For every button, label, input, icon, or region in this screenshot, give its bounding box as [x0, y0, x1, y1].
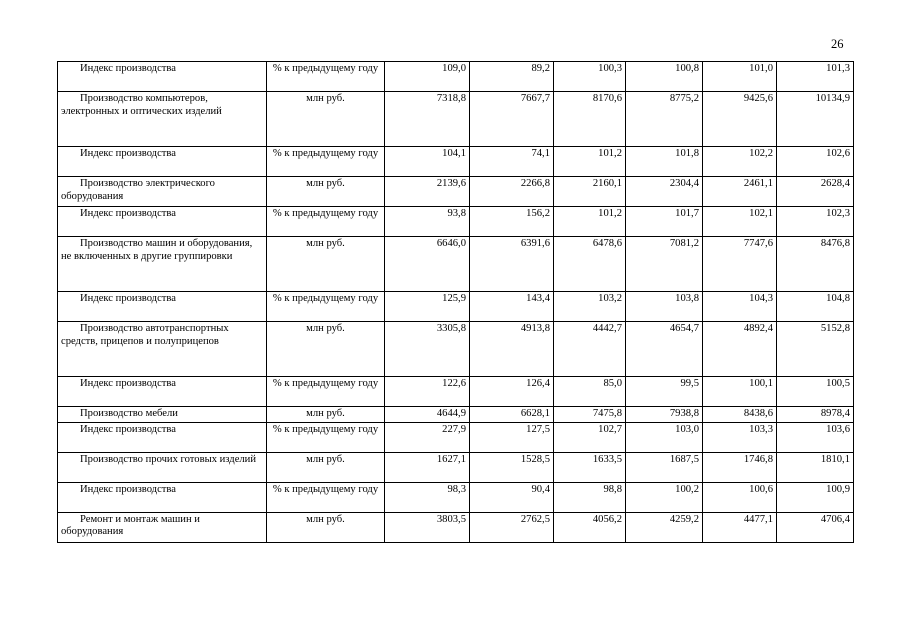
value-cell: 5152,8 — [777, 322, 854, 377]
value-cell: 8775,2 — [626, 92, 703, 147]
value-cell: 6646,0 — [385, 237, 470, 292]
value-cell: 104,3 — [703, 292, 777, 322]
value-cell: 7747,6 — [703, 237, 777, 292]
value-cell: 4477,1 — [703, 512, 777, 542]
value-cell: 103,2 — [554, 292, 626, 322]
value-cell: 101,0 — [703, 62, 777, 92]
value-cell: 7667,7 — [470, 92, 554, 147]
row-name-cell: Индекс производства — [58, 292, 267, 322]
row-name-cell: Производство прочих готовых изделий — [58, 452, 267, 482]
value-cell: 101,7 — [626, 207, 703, 237]
value-cell: 4056,2 — [554, 512, 626, 542]
index-row — [58, 147, 854, 177]
unit-cell: % к предыдущему году — [267, 147, 385, 177]
row-name-cell: Индекс производства — [58, 377, 267, 407]
value-cell: 1746,8 — [703, 452, 777, 482]
value-cell: 7475,8 — [554, 407, 626, 423]
value-cell: 100,6 — [703, 482, 777, 512]
value-cell: 100,9 — [777, 482, 854, 512]
value-cell: 102,2 — [703, 147, 777, 177]
unit-cell: % к предыдущему году — [267, 422, 385, 452]
unit-cell: % к предыдущему году — [267, 482, 385, 512]
value-cell: 4259,2 — [626, 512, 703, 542]
value-cell: 6628,1 — [470, 407, 554, 423]
row-name-cell: Производство машин и оборудования, не включенных в другие группировки — [58, 237, 267, 292]
index-row — [58, 292, 854, 322]
index-row — [58, 422, 854, 452]
table-body — [58, 62, 854, 543]
value-cell: 102,3 — [777, 207, 854, 237]
row-name-cell: Производство электрического оборудования — [58, 177, 267, 207]
value-cell: 100,3 — [554, 62, 626, 92]
value-cell: 4442,7 — [554, 322, 626, 377]
value-cell: 7081,2 — [626, 237, 703, 292]
unit-cell: % к предыдущему году — [267, 62, 385, 92]
value-cell: 3305,8 — [385, 322, 470, 377]
value-cell: 6391,6 — [470, 237, 554, 292]
value-cell: 104,8 — [777, 292, 854, 322]
index-row — [58, 377, 854, 407]
value-cell: 102,1 — [703, 207, 777, 237]
row-name-cell: Индекс производства — [58, 62, 267, 92]
value-cell: 1687,5 — [626, 452, 703, 482]
unit-cell: млн руб. — [267, 177, 385, 207]
unit-cell: млн руб. — [267, 237, 385, 292]
value-cell: 103,3 — [703, 422, 777, 452]
value-cell: 100,1 — [703, 377, 777, 407]
value-cell: 156,2 — [470, 207, 554, 237]
value-cell: 89,2 — [470, 62, 554, 92]
value-cell: 100,5 — [777, 377, 854, 407]
row-name-cell: Ремонт и монтаж машин и оборудования — [58, 512, 267, 542]
value-cell: 8438,6 — [703, 407, 777, 423]
production-row — [58, 177, 854, 207]
value-cell: 6478,6 — [554, 237, 626, 292]
value-cell: 4654,7 — [626, 322, 703, 377]
value-cell: 93,8 — [385, 207, 470, 237]
unit-cell: % к предыдущему году — [267, 377, 385, 407]
unit-cell: млн руб. — [267, 92, 385, 147]
value-cell: 102,7 — [554, 422, 626, 452]
production-table — [57, 61, 854, 543]
unit-cell: % к предыдущему году — [267, 292, 385, 322]
value-cell: 125,9 — [385, 292, 470, 322]
index-row — [58, 482, 854, 512]
value-cell: 2139,6 — [385, 177, 470, 207]
value-cell: 7938,8 — [626, 407, 703, 423]
page-number: 26 — [831, 37, 844, 51]
value-cell: 101,8 — [626, 147, 703, 177]
value-cell: 8476,8 — [777, 237, 854, 292]
production-row — [58, 512, 854, 542]
value-cell: 127,5 — [470, 422, 554, 452]
value-cell: 74,1 — [470, 147, 554, 177]
value-cell: 2266,8 — [470, 177, 554, 207]
row-name-cell: Индекс производства — [58, 422, 267, 452]
value-cell: 2762,5 — [470, 512, 554, 542]
value-cell: 8170,6 — [554, 92, 626, 147]
unit-cell: млн руб. — [267, 512, 385, 542]
value-cell: 85,0 — [554, 377, 626, 407]
value-cell: 100,8 — [626, 62, 703, 92]
value-cell: 1528,5 — [470, 452, 554, 482]
row-name-cell: Индекс производства — [58, 207, 267, 237]
row-name-cell: Индекс производства — [58, 147, 267, 177]
value-cell: 4644,9 — [385, 407, 470, 423]
value-cell: 4913,8 — [470, 322, 554, 377]
row-name-cell: Производство компьютеров, электронных и оптических изделий — [58, 92, 267, 147]
value-cell: 8978,4 — [777, 407, 854, 423]
value-cell: 122,6 — [385, 377, 470, 407]
value-cell: 109,0 — [385, 62, 470, 92]
value-cell: 100,2 — [626, 482, 703, 512]
value-cell: 102,6 — [777, 147, 854, 177]
index-row — [58, 62, 854, 92]
value-cell: 99,5 — [626, 377, 703, 407]
value-cell: 98,3 — [385, 482, 470, 512]
value-cell: 1633,5 — [554, 452, 626, 482]
value-cell: 3803,5 — [385, 512, 470, 542]
production-row — [58, 407, 854, 423]
value-cell: 101,2 — [554, 147, 626, 177]
index-row — [58, 207, 854, 237]
value-cell: 2461,1 — [703, 177, 777, 207]
value-cell: 4892,4 — [703, 322, 777, 377]
value-cell: 7318,8 — [385, 92, 470, 147]
value-cell: 90,4 — [470, 482, 554, 512]
unit-cell: % к предыдущему году — [267, 207, 385, 237]
unit-cell: млн руб. — [267, 322, 385, 377]
value-cell: 103,6 — [777, 422, 854, 452]
value-cell: 9425,6 — [703, 92, 777, 147]
value-cell: 101,2 — [554, 207, 626, 237]
row-name-cell: Производство автотранспортных средств, прицепов и полуприцепов — [58, 322, 267, 377]
production-row — [58, 452, 854, 482]
value-cell: 103,8 — [626, 292, 703, 322]
value-cell: 126,4 — [470, 377, 554, 407]
value-cell: 10134,9 — [777, 92, 854, 147]
value-cell: 98,8 — [554, 482, 626, 512]
value-cell: 1810,1 — [777, 452, 854, 482]
value-cell: 227,9 — [385, 422, 470, 452]
value-cell: 104,1 — [385, 147, 470, 177]
production-row — [58, 322, 854, 377]
value-cell: 2160,1 — [554, 177, 626, 207]
value-cell: 1627,1 — [385, 452, 470, 482]
value-cell: 101,3 — [777, 62, 854, 92]
unit-cell: млн руб. — [267, 452, 385, 482]
value-cell: 143,4 — [470, 292, 554, 322]
unit-cell: млн руб. — [267, 407, 385, 423]
row-name-cell: Индекс производства — [58, 482, 267, 512]
production-row — [58, 237, 854, 292]
value-cell: 2304,4 — [626, 177, 703, 207]
value-cell: 2628,4 — [777, 177, 854, 207]
value-cell: 4706,4 — [777, 512, 854, 542]
production-row — [58, 92, 854, 147]
value-cell: 103,0 — [626, 422, 703, 452]
row-name-cell: Производство мебели — [58, 407, 267, 423]
